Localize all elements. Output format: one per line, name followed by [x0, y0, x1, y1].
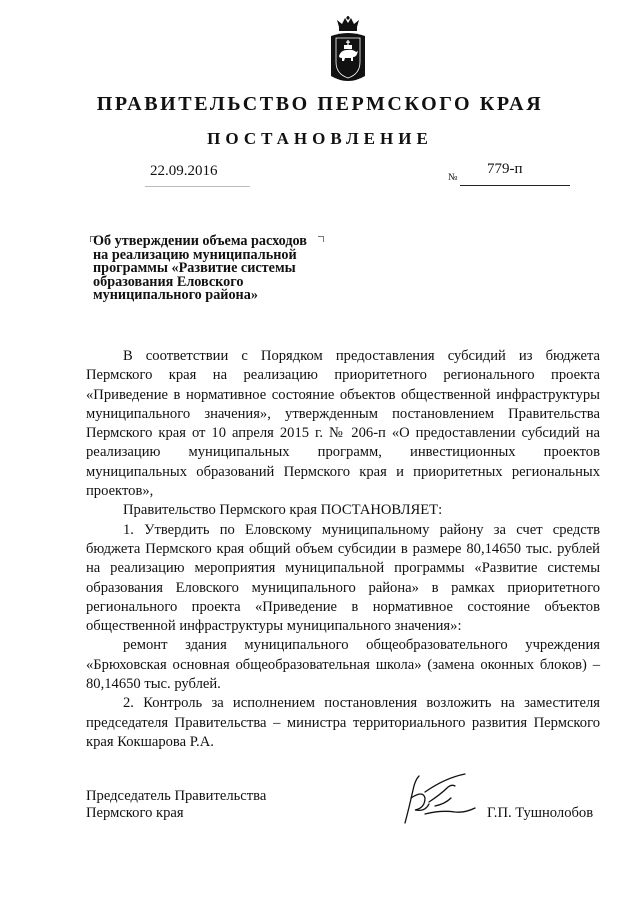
- signatory-name: Г.П. Тушнолобов: [487, 805, 594, 821]
- number-sign: №: [448, 172, 458, 183]
- subject-line: муниципального района»: [93, 287, 258, 304]
- decree-paragraph: Правительство Пермского края ПОСТАНОВЛЯЕТ:: [123, 502, 443, 519]
- coat-of-arms-icon: [329, 16, 367, 84]
- item-2-paragraph: 2. Контроль за исполнением постановления возложить на заместителя председателя Правительства – министра территориального развития Пермского края Кокшарова Р.А.: [86, 695, 600, 750]
- document-type-title: ПОСТАНОВЛЕНИЕ: [207, 129, 433, 148]
- date-underline: [145, 186, 250, 187]
- subject-line: программы «Развитие системы: [93, 260, 296, 277]
- subject-line: образования Еловского: [93, 273, 244, 290]
- subject-line: Об утверждении объема расходов: [93, 233, 307, 249]
- document-body: [86, 347, 600, 752]
- signatory-position-line-1: Председатель Правительства: [86, 788, 267, 804]
- document-subject: [93, 235, 343, 303]
- subject-line: на реализацию муниципальной: [93, 246, 297, 263]
- preamble-paragraph: В соответствии с Порядком предоставления субсидий из бюджета Пермского края на реализацию приоритетного регионального проекта «Приведение в нормативное состояние объектов общественной инфраструктуры муниципального значения», утвержденным постановлением Правительства Пермского края от 10 апреля 2015 г. № 206-п «О предоставлении субсидий на реализацию муниципальных программ, инвестиционных проектов муниципальных образований Пермского края и приоритетных региональных проектов»,: [86, 348, 600, 500]
- document-date: 22.09.2016: [150, 163, 218, 179]
- signature-icon: [395, 768, 480, 828]
- item-1-sub-paragraph: ремонт здания муниципального общеобразовательного учреждения «Брюховская основная общеобразовательная школа» (замена оконных блоков) – 80,14650 тыс. рублей.: [86, 637, 600, 693]
- number-underline: [460, 185, 570, 186]
- item-1-paragraph: 1. Утвердить по Еловскому муниципальному району за счет средств бюджета Пермского края общий объем субсидии в размере 80,14650 тыс. рублей на реализацию мероприятия муниципальной программы «Развитие системы образования Еловского муниципального района» в рамках приоритетного регионального проекта «Приведение в нормативное состояние объектов общественной инфраструктуры муниципального значения»:: [86, 521, 600, 635]
- document-number: 779-п: [487, 161, 523, 177]
- government-title: ПРАВИТЕЛЬСТВО ПЕРМСКОГО КРАЯ: [96, 93, 544, 115]
- signatory-position-line-2: Пермского края: [86, 805, 184, 821]
